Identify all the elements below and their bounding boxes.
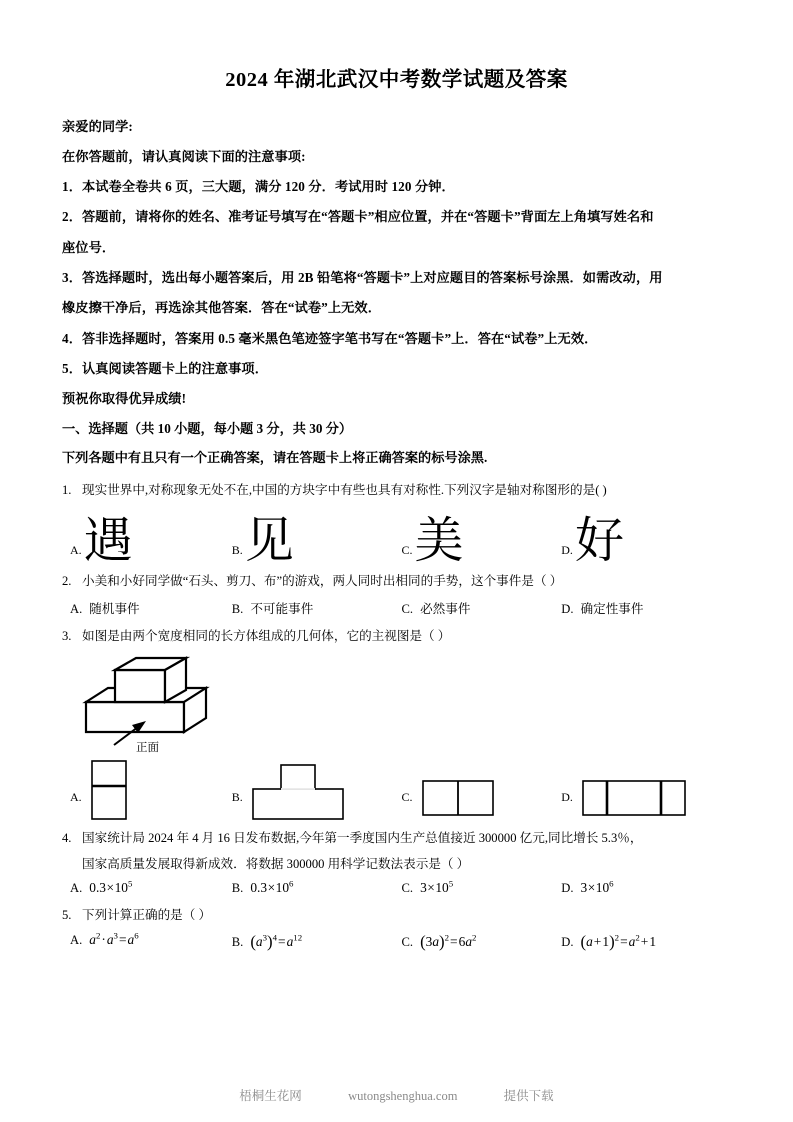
question-2-option-b[interactable]	[232, 598, 402, 617]
question-5-option-b[interactable]	[232, 932, 402, 952]
option-label-c: C.	[401, 881, 414, 896]
question-2	[62, 572, 731, 617]
preface-wish: 预祝你取得优异成绩!	[62, 391, 187, 407]
question-2-stem	[62, 572, 731, 592]
question-4-options	[70, 880, 731, 896]
option-c-shape-svg	[421, 759, 497, 821]
question-3-option-a[interactable]	[70, 759, 232, 821]
question-5-text: 下列计算正确的是（ ）	[82, 908, 212, 923]
question-2-option-a[interactable]	[70, 598, 232, 617]
option-expression-c: $(3a)^2=6a^2$	[420, 931, 477, 951]
option-label-a: A.	[70, 543, 82, 558]
option-text-b: 不可能事件	[250, 601, 314, 616]
preface-lead: 在你答题前，请认真阅读下面的注意事项:	[62, 148, 306, 164]
question-3-solid-figure	[80, 652, 731, 755]
preface-note-5: 5．认真阅读答题卡上的注意事项．	[62, 360, 269, 376]
question-1-option-b[interactable]	[231, 506, 402, 569]
question-2-number: 2.	[62, 574, 72, 589]
question-5-stem	[62, 906, 731, 926]
question-3-options	[70, 759, 731, 821]
option-text-a: 随机事件	[89, 601, 140, 616]
preface-block	[62, 117, 731, 409]
question-3	[62, 627, 731, 822]
question-5-number: 5.	[62, 908, 72, 923]
question-4-text-line2: 国家高质量发展取得新成效．将数据 300000 用科学记数法表示是（ ）	[82, 856, 470, 871]
front-face-label: 正面	[136, 742, 159, 755]
option-expression-b: $(a^3)^4=a^{12}$	[250, 931, 303, 951]
option-label-b: B.	[231, 790, 243, 805]
question-1-option-c[interactable]	[401, 506, 562, 569]
option-label-d: D.	[561, 881, 574, 896]
option-label-c: C.	[401, 934, 414, 949]
question-1-option-d[interactable]	[561, 506, 731, 569]
footer-action: 提供下载	[503, 1089, 554, 1103]
option-glyph-c: 美	[414, 511, 464, 569]
section-heading: 一、选择题（共 10 小题，每小题 3 分，共 30 分）	[62, 420, 353, 436]
option-text-c: 必然事件	[420, 601, 471, 616]
option-glyph-b: 见	[244, 511, 294, 569]
option-d-shape-svg	[581, 759, 689, 821]
option-expression-a: $0.3\times 10^5$	[89, 878, 133, 896]
preface-greeting: 亲爱的同学:	[62, 118, 133, 134]
question-4-option-b[interactable]	[232, 880, 402, 896]
footer-watermark	[0, 1086, 793, 1104]
question-4	[62, 829, 731, 896]
option-label-b: B.	[231, 881, 244, 896]
question-4-number: 4.	[62, 831, 72, 846]
question-3-stem	[62, 627, 731, 647]
option-expression-d: $3\times 10^6$	[580, 878, 614, 896]
question-1	[62, 481, 731, 569]
question-4-option-d[interactable]	[561, 880, 731, 896]
section-subheading: 下列各题中有且只有一个正确答案，请在答题卡上将正确答案的标号涂黑.	[62, 450, 488, 466]
option-label-a: A.	[70, 601, 83, 616]
question-3-number: 3.	[62, 628, 72, 643]
option-expression-c: $3\times 10^5$	[420, 878, 454, 896]
option-text-d: 确定性事件	[580, 601, 644, 616]
option-a-shape-svg	[90, 759, 130, 821]
option-label-d: D.	[561, 601, 574, 616]
option-label-b: B.	[231, 543, 243, 558]
page-title: 2024 年湖北武汉中考数学试题及答案	[225, 69, 568, 91]
footer-url: wutongshenghua.com	[348, 1089, 458, 1103]
question-3-option-c[interactable]	[402, 759, 562, 821]
question-3-option-d[interactable]	[561, 759, 731, 821]
question-2-text: 小美和小好同学做“石头、剪刀、布”的游戏，两人同时出相同的手势，这个事件是（ ）	[82, 574, 563, 589]
question-4-option-a[interactable]	[70, 880, 232, 896]
option-label-c: C.	[401, 601, 414, 616]
question-5	[62, 906, 731, 952]
option-label-a: A.	[70, 881, 83, 896]
preface-note-4: 4．答非选择题时，答案用 0.5 毫米黑色笔迹签字笔书写在“答题卡”上．答在“试卷”上无效．	[62, 330, 598, 346]
preface-note-3-cont: 橡皮擦干净后，再选涂其他答案．答在“试卷”上无效．	[62, 300, 381, 316]
option-label-c: C.	[401, 543, 413, 558]
option-label-d: D.	[561, 934, 574, 949]
option-label-d: D.	[561, 543, 573, 558]
top-front-face	[115, 670, 165, 702]
question-4-stem	[62, 829, 731, 849]
option-label-a: A.	[70, 790, 82, 805]
option-expression-d: $(a+1)^2=a^2+1$	[580, 931, 657, 951]
preface-note-2: 2．答题前，请将你的姓名、准考证号填写在“答题卡”相应位置，并在“答题卡”背面左上角填写姓名和	[62, 209, 654, 225]
question-4-option-c[interactable]	[402, 880, 562, 896]
question-1-stem	[62, 481, 731, 501]
question-1-number: 1.	[62, 482, 72, 497]
option-b-shape-svg	[251, 759, 347, 821]
option-label-d: D.	[561, 790, 573, 805]
question-1-text: 现实世界中,对称现象无处不在,中国的方块字中有些也具有对称性.下列汉字是轴对称图形的是( )	[82, 482, 607, 497]
option-glyph-a: 遇	[83, 511, 133, 569]
option-expression-a: $a^2\cdot a^3=a^6$	[89, 930, 139, 947]
option-glyph-d: 好	[574, 511, 624, 569]
option-label-a: A.	[70, 932, 83, 947]
question-1-options	[70, 506, 731, 569]
question-4-text-line1: 国家统计局 2024 年 4 月 16 日发布数据,今年第一季度国内生产总值接近 300000 亿元,同比增长 5.3％，	[82, 831, 643, 846]
option-label-c: C.	[401, 790, 413, 805]
question-3-option-b[interactable]	[232, 759, 402, 821]
question-2-option-c[interactable]	[402, 598, 562, 617]
question-5-options	[70, 932, 731, 952]
footer-site-name: 梧桐生花网	[239, 1089, 302, 1103]
question-3-text: 如图是由两个宽度相同的长方体组成的几何体，它的主视图是（ ）	[82, 628, 451, 643]
question-5-option-c[interactable]	[402, 932, 562, 952]
option-label-b: B.	[231, 934, 244, 949]
question-1-option-a[interactable]	[70, 506, 232, 569]
preface-note-1: 1．本试卷全卷共 6 页，三大题，满分 120 分．考试用时 120 分钟．	[62, 179, 455, 195]
two-cuboid-solid-svg	[80, 652, 250, 748]
preface-note-2-cont: 座位号．	[62, 239, 116, 255]
option-label-b: B.	[231, 601, 244, 616]
question-2-options	[70, 598, 731, 617]
question-5-option-d[interactable]	[561, 932, 731, 952]
option-expression-b: $0.3\times 10^6$	[250, 878, 294, 896]
question-5-option-a[interactable]	[70, 932, 232, 952]
question-2-option-d[interactable]	[561, 598, 731, 617]
preface-note-3: 3．答选择题时，选出每小题答案后，用 2B 铅笔将“答题卡”上对应题目的答案标号涂黑．如需改动，用	[62, 270, 663, 286]
